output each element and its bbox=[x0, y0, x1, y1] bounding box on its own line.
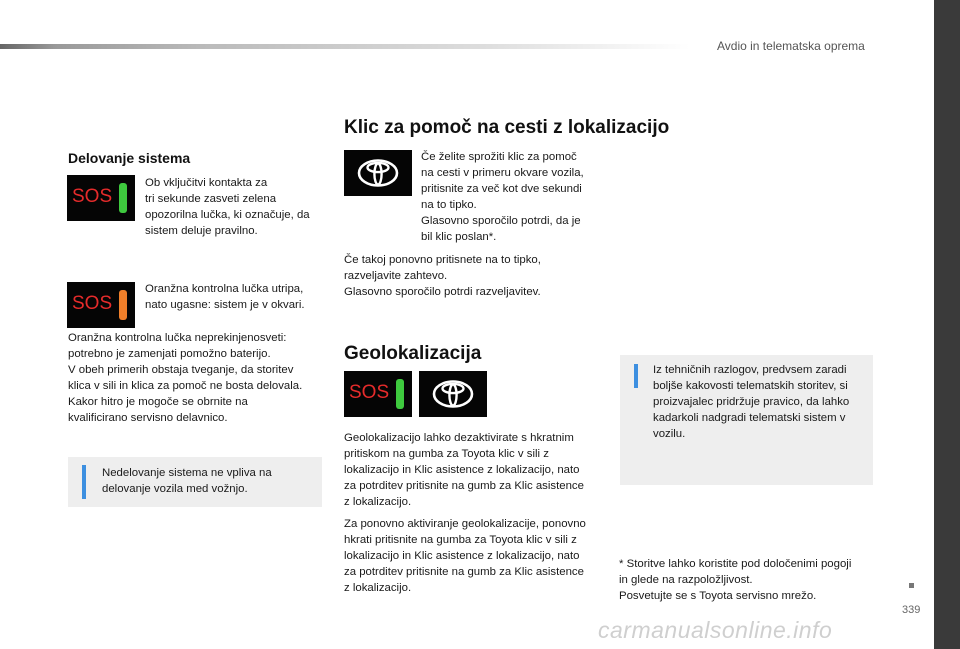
geo-paragraph-2: Za ponovno aktiviranje geolokalizacije, ponovno hkrati pritisnite na gumba za Toyota klic v sili z lokalizacijo in Klic asistence z lokalizacijo, nato za potrditev pritisnite na gumb za Klic asistence z lokalizacijo. bbox=[344, 518, 586, 594]
toyota-logo-icon bbox=[419, 371, 487, 417]
right-note-box bbox=[620, 355, 873, 485]
left-note-box bbox=[68, 457, 322, 507]
note-accent-bar bbox=[634, 364, 638, 388]
main-heading: Klic za pomoč na cesti z lokalizacijo bbox=[344, 117, 670, 138]
sos-label: SOS bbox=[72, 186, 113, 207]
page-number: 339 bbox=[902, 604, 921, 616]
sos-label: SOS bbox=[72, 293, 113, 314]
item2-text: Oranžna kontrolna lučka utripa, nato ugasne: sistem je v okvari. bbox=[145, 283, 305, 311]
watermark: carmanualsonline.info bbox=[598, 617, 833, 643]
orange-lamp-icon bbox=[119, 290, 127, 320]
toyota-button-icon bbox=[419, 371, 487, 417]
note-accent-bar bbox=[82, 465, 86, 499]
left-note-text: Nedelovanje sistema ne vpliva na delovanje vozila med vožnjo. bbox=[102, 467, 272, 495]
green-lamp-icon bbox=[119, 183, 127, 213]
left-heading: Delovanje sistema bbox=[68, 150, 191, 166]
green-lamp-icon bbox=[396, 379, 404, 409]
footnote: * Storitve lahko koristite pod določenimi pogoji in glede na razpoložljivost. Posvetujte se s Toyota servisno mrežo. bbox=[619, 558, 852, 602]
item1-text: Ob vključitvi kontakta za tri sekunde zasveti zelena opozorilna lučka, ki označuje, da sistem deluje pravilno. bbox=[145, 177, 310, 237]
sos-label: SOS bbox=[349, 382, 390, 403]
geo-paragraph-1: Geolokalizacijo lahko dezaktivirate s hkratnim pritiskom na gumba za Toyota klic v sili z lokalizacijo in Klic asistence z lokalizacijo, nato za potrditev pritisnite na gumb za Klic asistence z lokalizacijo. bbox=[344, 432, 584, 508]
toyota-button-text: Če želite sprožiti klic za pomoč na cesti v primeru okvare vozila, pritisnite za več kot dve sekundi na to tipko. Glasovno sporočilo potrdi, da je bil klic poslan*. bbox=[421, 151, 584, 243]
section-title: Avdio in telematska oprema bbox=[717, 39, 865, 53]
page-marker bbox=[909, 583, 914, 588]
sos-green-icon bbox=[67, 175, 135, 221]
page-edge-tab bbox=[934, 0, 960, 649]
sos-green-icon bbox=[344, 371, 412, 417]
sos-orange-icon bbox=[67, 282, 135, 328]
geo-heading: Geolokalizacija bbox=[344, 343, 482, 364]
toyota-button-icon bbox=[344, 150, 412, 196]
right-note-text: Iz tehničnih razlogov, predvsem zaradi boljše kakovosti telematskih storitev, si proizvajalec pridržuje pravico, da lahko kadarkoli nadgradi telematski sistem v vozilu. bbox=[653, 364, 850, 440]
toyota-logo-icon bbox=[344, 150, 412, 196]
left-paragraph: Oranžna kontrolna lučka neprekinjenosveti: potrebno je zamenjati pomožno baterijo. V obeh primerih obstaja tveganje, da storitev klica v sili in klica za pomoč ne bosta delovala. Kakor hitro je mogoče se obrnite na kvalificirano servisno delavnico. bbox=[68, 332, 303, 424]
cancel-paragraph: Če takoj ponovno pritisnete na to tipko, razveljavite zahtevo. Glasovno sporočilo potrdi razveljavitev. bbox=[344, 254, 541, 298]
header-decor-bar bbox=[0, 44, 690, 49]
